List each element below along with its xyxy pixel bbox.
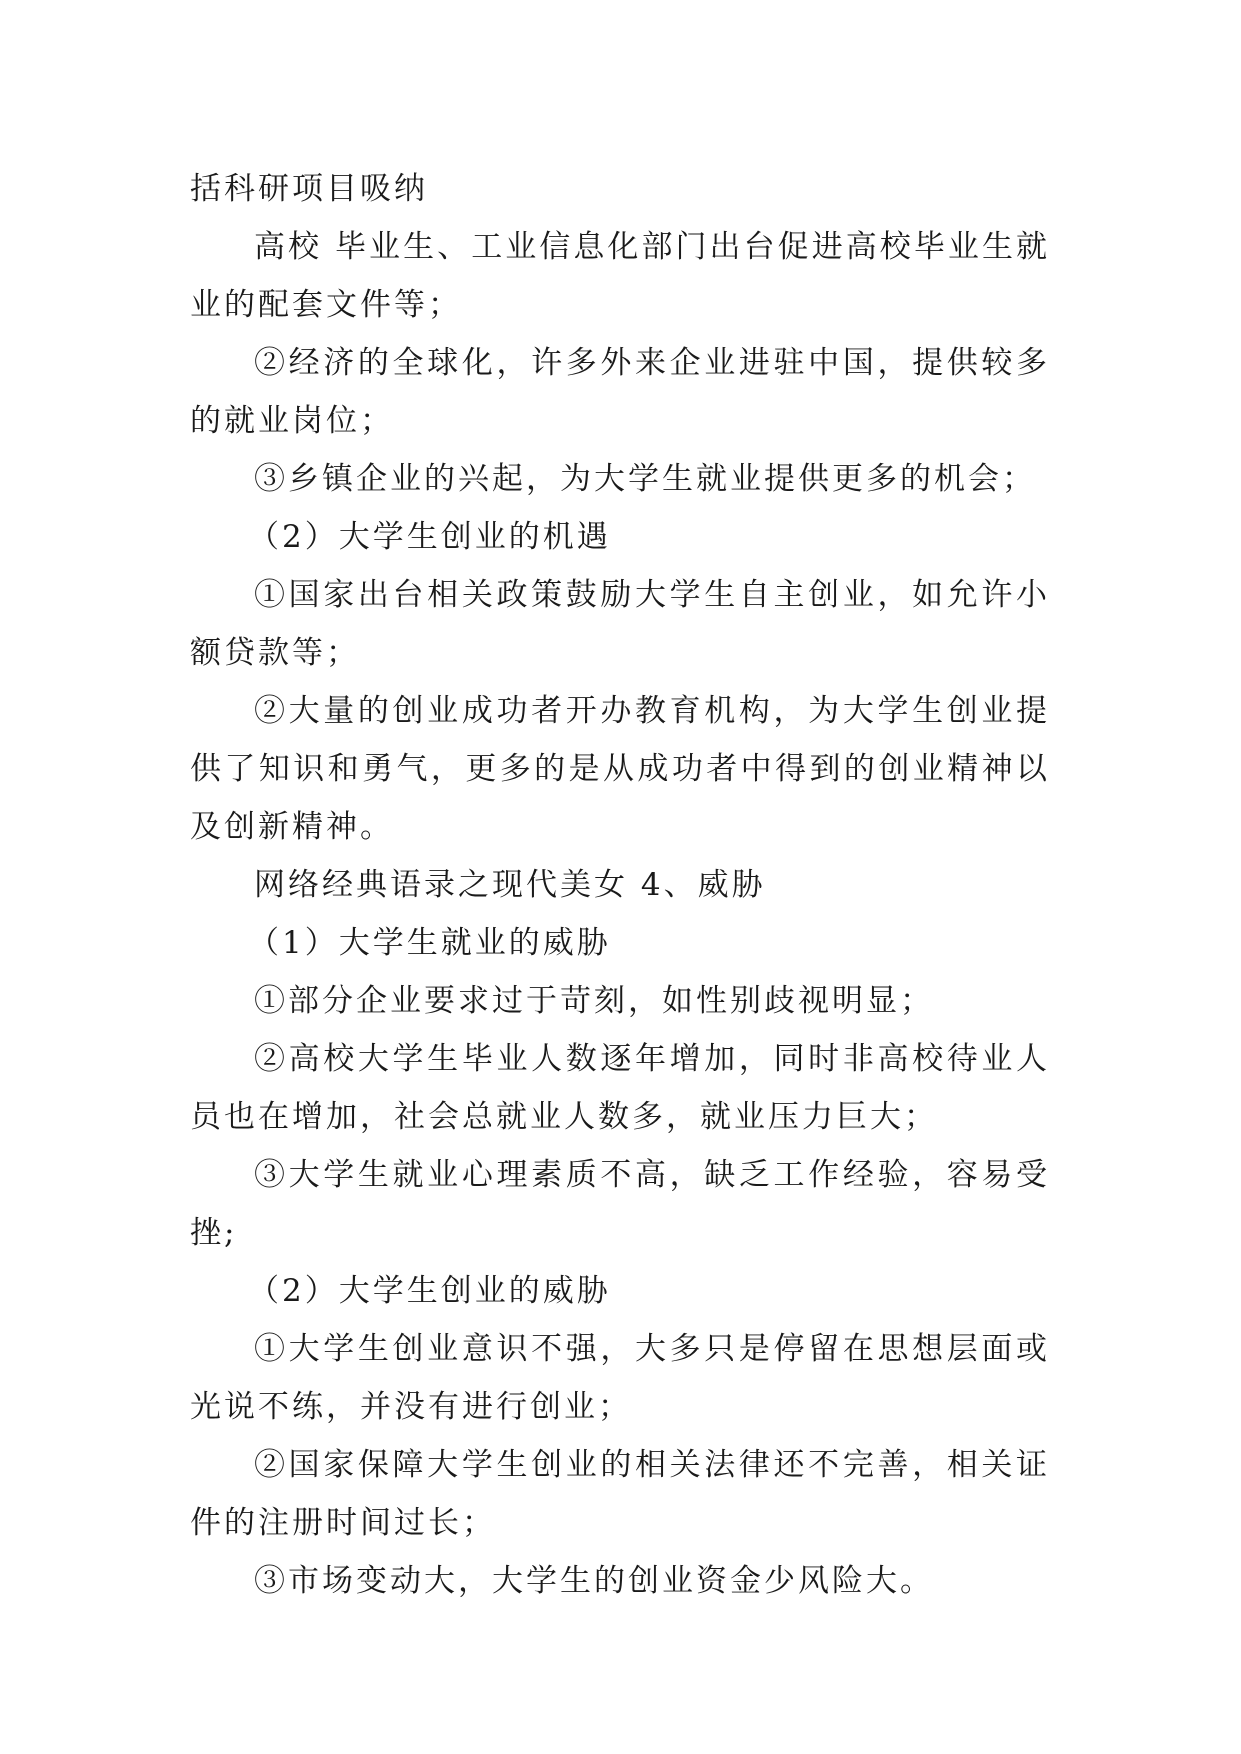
paragraph: ①国家出台相关政策鼓励大学生自主创业，如允许小额贷款等； [190, 577, 1050, 671]
section-heading: 网络经典语录之现代美女 4、威胁 [254, 867, 766, 903]
paragraph: ②国家保障大学生创业的相关法律还不完善，相关证件的注册时间过长； [190, 1447, 1050, 1541]
paragraph: 括科研项目吸纳 [190, 171, 428, 207]
paragraph: ③乡镇企业的兴起，为大学生就业提供更多的机会； [254, 461, 1036, 497]
section-heading: （1）大学生就业的威胁 [248, 925, 611, 961]
paragraph: ①大学生创业意识不强，大多只是停留在思想层面或光说不练，并没有进行创业； [190, 1331, 1050, 1425]
paragraph: ①部分企业要求过于苛刻，如性别歧视明显； [254, 983, 934, 1019]
paragraph: ②经济的全球化，许多外来企业进驻中国，提供较多的就业岗位； [190, 345, 1050, 439]
paragraph: 高校 毕业生、工业信息化部门出台促进高校毕业生就业的配套文件等； [190, 229, 1050, 323]
paragraph: ③市场变动大，大学生的创业资金少风险大。 [254, 1563, 934, 1599]
section-heading: （2）大学生创业的威胁 [248, 1273, 611, 1309]
paragraph: ②大量的创业成功者开办教育机构，为大学生创业提供了知识和勇气，更多的是从成功者中得到的创业精神以及创新精神。 [190, 693, 1050, 845]
section-heading: （2）大学生创业的机遇 [248, 519, 611, 555]
paragraph: ③大学生就业心理素质不高，缺乏工作经验，容易受挫; [190, 1157, 1050, 1251]
paragraph: ②高校大学生毕业人数逐年增加，同时非高校待业人员也在增加，社会总就业人数多，就业压力巨大； [190, 1041, 1050, 1135]
body-text [190, 160, 1050, 1610]
